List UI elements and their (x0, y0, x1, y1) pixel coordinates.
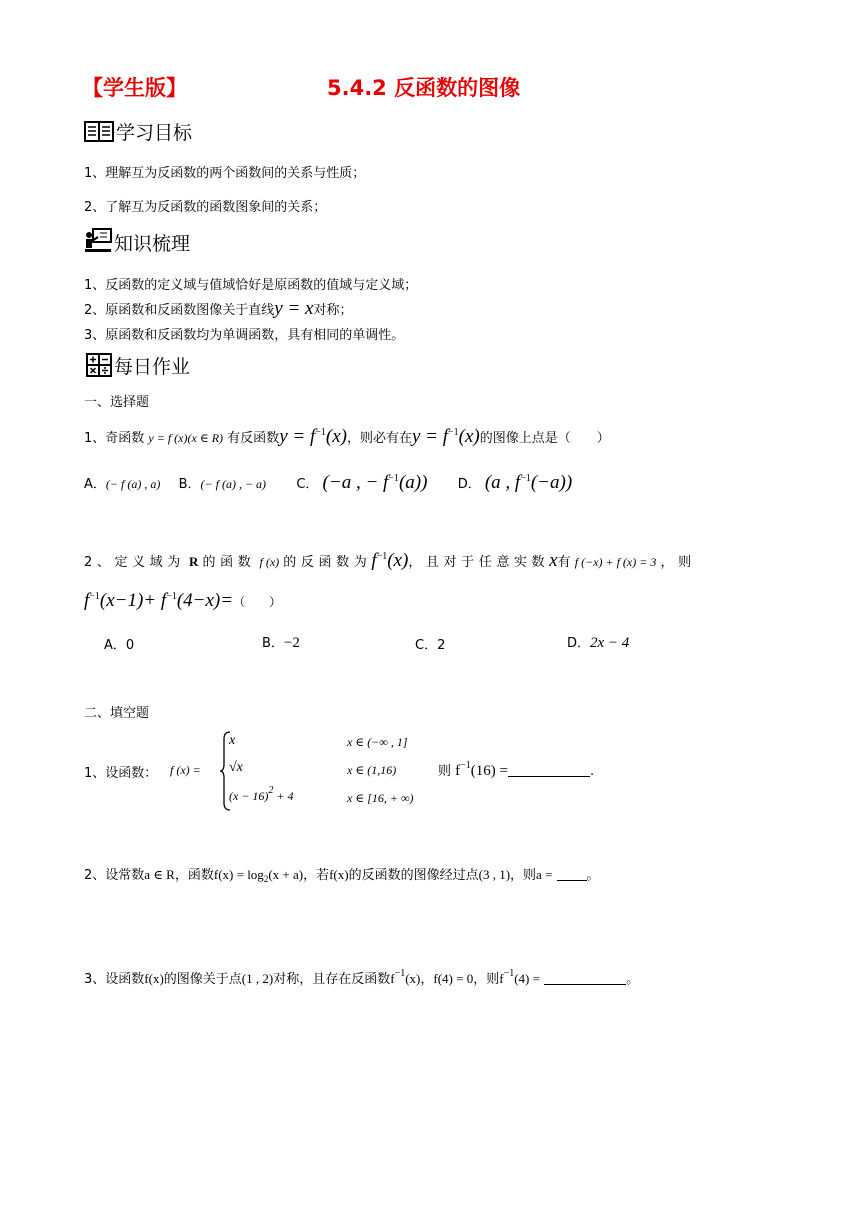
question-2-line-2: $f^{-1}(x-1)+ f^{-1}(4-x)=$（ ） (84, 590, 282, 611)
answer-blank[interactable] (544, 972, 626, 985)
objective-item-1: 1、理解互为反函数的两个函数间的关系与性质； (84, 166, 366, 181)
teacher-board-icon (84, 228, 112, 259)
objectives-heading: 学习目标 (116, 122, 193, 144)
answer-blank[interactable] (557, 868, 587, 881)
q1-option-b: B．(− f (a) , − a) (178, 477, 267, 492)
case-3-domain: x ∈ [16, + ∞) (347, 791, 414, 805)
q2-option-a: A．0 (104, 638, 135, 653)
case-1-expr: x (229, 733, 236, 748)
question-2: 2、定义域为 R 的函数 f (x) 的反函数为$f^{-1}(x)$，且对于任意实数x有 f (−x) + f (x) = 3 ，则 (84, 550, 696, 571)
case-2-expr: √x (229, 760, 243, 775)
q1-option-a: A．(− f (a) , a) (84, 477, 161, 492)
knowledge-heading-row (84, 228, 190, 259)
case-1-domain: x ∈ (−∞ , 1] (347, 735, 408, 749)
answer-blank[interactable] (508, 764, 590, 777)
question-1-options (84, 472, 572, 494)
section-choice-heading: 一、选择题 (84, 395, 150, 410)
case-2-domain: x ∈ (1,16) (347, 763, 397, 777)
fill-1-lhs: f (x) = (170, 763, 201, 777)
fill-1-prefix: 1、设函数： (84, 766, 158, 781)
q2-option-d: D．2x − 4 (567, 635, 630, 651)
calculator-icon (86, 353, 112, 382)
book-icon (84, 121, 114, 148)
knowledge-item-2: 2、原函数和反函数图像关于直线y = x对称； (84, 298, 353, 319)
fill-1-ask: 则 $f^{-1}(16)$ = . (438, 760, 595, 779)
homework-heading-row (86, 352, 190, 382)
objective-item-2: 2、了解互为反函数的函数图象间的关系； (84, 200, 327, 215)
question-1: 1、奇函数 y = f (x)(x ∈ R) 有反函数$y = f^{-1}(x)$，则必有在$y = f^{-1}(x)$的图像上点是（ ） (84, 426, 610, 447)
q1-option-d: D． (a , $f^{-1}(-a)$) (457, 472, 573, 493)
q2-option-b: B．−2 (262, 635, 300, 651)
version-label: 【学生版】 (82, 76, 187, 100)
q2-option-c: C．2 (415, 638, 446, 653)
section-fill-heading: 二、填空题 (84, 706, 150, 721)
knowledge-heading: 知识梳理 (114, 233, 191, 255)
objectives-heading-row (84, 118, 192, 148)
fill-2: 2、设常数a ∈ R，函数$f(x) = \log_2(x + a)$，若f(x)的反函数的图像经过点(3 , 1)，则a = 。 (84, 867, 600, 884)
homework-heading: 每日作业 (114, 356, 191, 378)
knowledge-item-1: 1、反函数的定义域与值域恰好是原函数的值域与定义域； (84, 278, 418, 293)
case-3-expr: $(x - 16)^2 + 4$ (229, 785, 294, 803)
knowledge-item-3: 3、原函数和反函数均为单调函数，具有相同的单调性。 (84, 328, 405, 343)
page-title: 5.4.2 反函数的图像 (327, 76, 521, 100)
fill-3: 3、设函数f(x)的图像关于点(1 , 2)对称，且存在反函数$f^{-1}(x)$，f(4) = 0，则$f^{-1}(4)$ = 。 (84, 968, 640, 987)
q1-option-c: C． (−a , − $f^{-1}(a)$) (296, 472, 428, 493)
